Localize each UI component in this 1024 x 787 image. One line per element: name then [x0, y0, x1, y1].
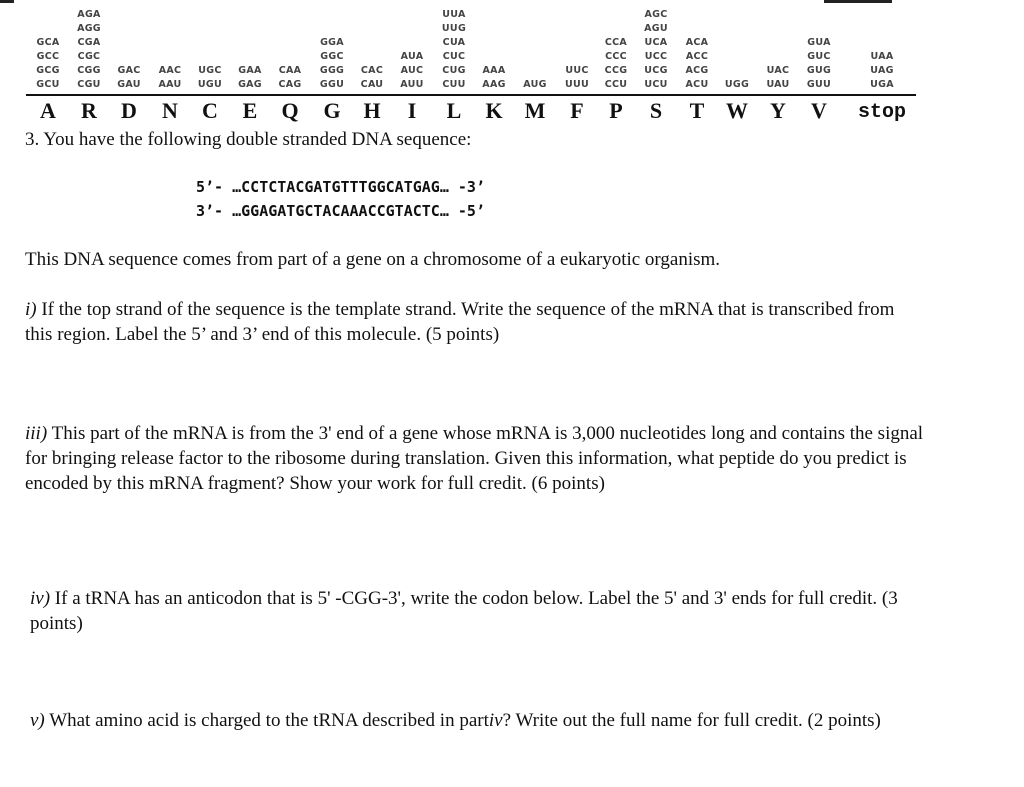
- codon: CAC: [360, 65, 384, 76]
- codon: CCU: [604, 79, 628, 90]
- codon: UGG: [724, 79, 750, 90]
- codon: UUU: [564, 79, 590, 90]
- codon-column: [194, 64, 226, 92]
- part-iv: [30, 586, 930, 636]
- codon: CCA: [604, 37, 628, 48]
- codon: AAU: [158, 79, 182, 90]
- codon-column: [396, 50, 428, 92]
- codon: CGC: [77, 51, 101, 62]
- part-v-text-2: ? Write out the full name for full credit. (2 points): [502, 710, 881, 731]
- part-i-number: i): [25, 299, 37, 320]
- codon-column: [234, 64, 266, 92]
- part-iii: [25, 421, 925, 496]
- codon: AGC: [644, 9, 668, 20]
- codon-column: [866, 50, 898, 92]
- codon: ACG: [685, 65, 709, 76]
- amino-acid-letter: P: [609, 98, 623, 123]
- part-iv-number: iv): [30, 588, 51, 609]
- question-intro: 3. You have the following double stranded DNA sequence:: [25, 129, 472, 150]
- codon: CUC: [442, 51, 466, 62]
- codon: CUG: [442, 65, 466, 76]
- codon-column: [640, 8, 672, 92]
- codon: UUG: [441, 23, 467, 34]
- codon: GGU: [319, 79, 345, 90]
- codon: AUA: [400, 51, 424, 62]
- codon: UGA: [870, 79, 894, 90]
- codon: UAG: [870, 65, 894, 76]
- codon-column: [113, 64, 145, 92]
- codon: GAC: [117, 65, 141, 76]
- codon-column: [154, 64, 186, 92]
- codon-column: [681, 36, 713, 92]
- amino-acid-rule: [26, 94, 916, 96]
- codon: GUA: [807, 37, 831, 48]
- top-strand-3-label: -3’: [457, 178, 485, 196]
- codon: UAC: [766, 65, 790, 76]
- amino-acid-letter: M: [524, 98, 546, 123]
- dna-bottom-strand: [196, 202, 485, 220]
- codon: AUC: [400, 65, 424, 76]
- codon: GAU: [117, 79, 141, 90]
- codon: GUU: [806, 79, 832, 90]
- codon-column: [316, 36, 348, 92]
- amino-acid-letter: K: [485, 98, 503, 123]
- codon: ACA: [685, 37, 709, 48]
- codon-column: [478, 64, 510, 92]
- codon: GCA: [36, 37, 60, 48]
- codon: GGA: [320, 37, 344, 48]
- part-v-number: v): [30, 710, 45, 731]
- codon: AAG: [482, 79, 506, 90]
- codon-column: [762, 64, 794, 92]
- codon: CCC: [605, 51, 627, 62]
- codon: ACU: [685, 79, 709, 90]
- codon: CUU: [442, 79, 466, 90]
- part-iv-text: If a tRNA has an anticodon that is 5' -CGG-3', write the codon below. Label the 5' and 3' ends for full credit. (3 points): [30, 588, 898, 634]
- part-v-ref: iv: [488, 710, 503, 731]
- amino-acid-letter: V: [811, 98, 827, 123]
- codon: CUA: [442, 37, 466, 48]
- top-strand-5-label: 5’-: [196, 178, 224, 196]
- amino-acid-letter: Q: [281, 98, 299, 123]
- codon-column: [561, 64, 593, 92]
- amino-acid-letter: H: [363, 98, 381, 123]
- bottom-strand-5-label: -5’: [457, 202, 485, 220]
- part-iii-number: iii): [25, 423, 48, 444]
- codon: AGA: [77, 9, 101, 20]
- codon: UCG: [644, 65, 668, 76]
- codon: AUG: [523, 79, 547, 90]
- codon-table: [0, 0, 1024, 126]
- part-i: [25, 297, 925, 347]
- codon: CGA: [77, 37, 101, 48]
- codon: GCC: [36, 51, 60, 62]
- codon: GUC: [807, 51, 831, 62]
- codon: GAG: [238, 79, 262, 90]
- top-strand-sequence: …CCTCTACGATGTTTGGCATGAG…: [232, 178, 449, 196]
- codon: AAC: [158, 65, 182, 76]
- codon: GAA: [238, 65, 262, 76]
- codon: GUG: [806, 65, 832, 76]
- amino-acid-letter: N: [162, 98, 178, 123]
- amino-acid-letter: C: [202, 98, 218, 123]
- codon: AGU: [644, 23, 668, 34]
- codon-column: [32, 36, 64, 92]
- codon: CGG: [77, 65, 101, 76]
- codon: GGG: [319, 65, 345, 76]
- codon: UUA: [442, 9, 466, 20]
- codon: UCU: [644, 79, 668, 90]
- top-cut-mark-right: [824, 0, 892, 3]
- codon: UCC: [644, 51, 668, 62]
- part-i-text: If the top strand of the sequence is the template strand. Write the sequence of the mRNA that is transcribed from this region. Label the 5’ and 3’ end of this molecule. (5 points): [25, 299, 895, 345]
- codon: CCG: [604, 65, 628, 76]
- codon: AAA: [482, 65, 506, 76]
- amino-acid-letter: T: [689, 98, 705, 123]
- top-cut-mark-left: [0, 0, 14, 3]
- codon: GCU: [36, 79, 60, 90]
- amino-acid-letter: W: [726, 98, 748, 123]
- bottom-strand-sequence: …GGAGATGCTACAAACCGTACTC…: [232, 202, 449, 220]
- codon: CAA: [278, 65, 302, 76]
- codon: ACC: [685, 51, 709, 62]
- amino-acid-letter: Y: [770, 98, 786, 123]
- codon: CGU: [77, 79, 101, 90]
- codon: UGU: [197, 79, 223, 90]
- amino-acid-letter: S: [649, 98, 663, 123]
- codon: GCG: [36, 65, 60, 76]
- amino-acid-letter: D: [121, 98, 137, 123]
- amino-acid-letter: R: [81, 98, 97, 123]
- amino-acid-letter: L: [446, 98, 462, 123]
- part-v-text: What amino acid is charged to the tRNA described in part: [49, 710, 489, 731]
- codon: UAA: [870, 51, 894, 62]
- context-paragraph: This DNA sequence comes from part of a gene on a chromosome of a eukaryotic organism.: [25, 249, 721, 270]
- codon: UGC: [198, 65, 222, 76]
- bottom-strand-3-label: 3’-: [196, 202, 224, 220]
- codon-column: [274, 64, 306, 92]
- dna-top-strand: [196, 178, 485, 196]
- codon: AGG: [77, 23, 101, 34]
- codon: GGC: [320, 51, 344, 62]
- codon-column: [721, 78, 753, 92]
- codon: UAU: [766, 79, 790, 90]
- codon-column: [803, 36, 835, 92]
- amino-acid-letter: A: [40, 98, 56, 123]
- part-iii-text: This part of the mRNA is from the 3' end of a gene whose mRNA is 3,000 nucleotides long and contains the signal for bringing release factor to the ribosome during translation. Given this information, what peptide do you predict is encoded by this mRNA fragment? Show your work for full credit. (6 points): [25, 423, 924, 494]
- codon-column: [600, 36, 632, 92]
- codon-column: [73, 8, 105, 92]
- codon-column: [519, 78, 551, 92]
- part-v: [30, 708, 930, 733]
- amino-acid-letter: E: [242, 98, 258, 123]
- codon: UUC: [565, 65, 589, 76]
- amino-acid-letter: F: [570, 98, 584, 123]
- codon: AUU: [400, 79, 424, 90]
- amino-acid-letter: G: [323, 98, 341, 123]
- codon: UCA: [644, 37, 668, 48]
- amino-acid-letter: I: [407, 98, 417, 123]
- codon-column: [356, 64, 388, 92]
- amino-acid-letter: stop: [857, 101, 907, 124]
- codon-column: [438, 8, 470, 92]
- codon: CAU: [360, 79, 384, 90]
- codon: CAG: [278, 79, 302, 90]
